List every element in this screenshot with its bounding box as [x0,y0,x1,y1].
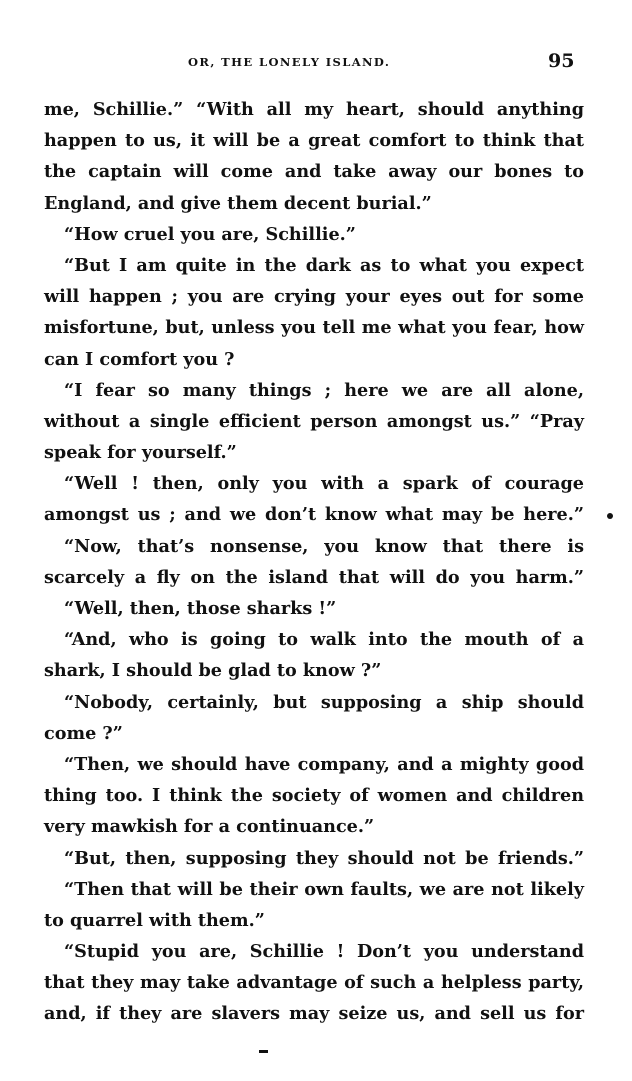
text-line: “I fear so many things ; here we are all alone, [64,379,584,401]
text-line: “Well ! then, only you with a spark of courage [64,473,584,495]
text-line: happen to us, it will be a great comfort to think that [44,130,584,152]
text-line: “But, then, supposing they should not be friends.” [64,847,584,869]
body-text [44,94,584,1030]
text-line: “Well, then, those sharks !” [64,598,337,619]
text-line: “Nobody, certainly, but supposing a ship should [64,691,584,713]
running-head [0,52,632,72]
text-line: very mawkish for a continuance.” [44,816,375,838]
footer-ink-mark [259,1050,268,1053]
text-line: “Then that will be their own faults, we are not likely [64,878,584,900]
text-line: come ?” [44,722,123,744]
text-line: and, if they are slavers may seize us, and sell us for [44,1003,584,1025]
text-line: scarcely a fly on the island that will do you harm.” [44,566,584,588]
text-line: that they may take advantage of such a helpless party, [44,972,584,994]
page-number: 95 [548,50,575,72]
text-line: me, Schillie.” “With all my heart, should anything [44,99,584,120]
text-line: “But I am quite in the dark as to what you expect [64,254,584,276]
text-line: “Now, that’s nonsense, you know that there is [64,535,584,557]
text-line: without a single efficient person amongst us.” “Pray [44,410,584,432]
margin-ink-dot [607,513,613,519]
text-line: “Then, we should have company, and a mighty good [64,753,584,775]
text-line: can I comfort you ? [44,348,235,370]
text-line: speak for yourself.” [44,442,237,464]
text-line: “Stupid you are, Schillie ! Don’t you understand [64,941,584,963]
text-line: “How cruel you are, Schillie.” [64,223,356,245]
text-line: shark, I should be glad to know ?” [44,660,382,682]
text-line: thing too. I think the society of women and children [44,785,584,807]
text-line: the captain will come and take away our bones to [44,161,584,183]
text-line: “And, who is going to walk into the mouth of a [64,629,584,651]
text-line: amongst us ; and we don’t know what may be here.” [44,504,584,526]
text-line: will happen ; you are crying your eyes out for some [44,286,584,308]
text-line: to quarrel with them.” [44,909,265,931]
text-line: England, and give them decent burial.” [44,192,432,214]
text-line: misfortune, but, unless you tell me what you fear, how [44,317,584,339]
running-title: OR, THE LONELY ISLAND. [188,55,391,69]
